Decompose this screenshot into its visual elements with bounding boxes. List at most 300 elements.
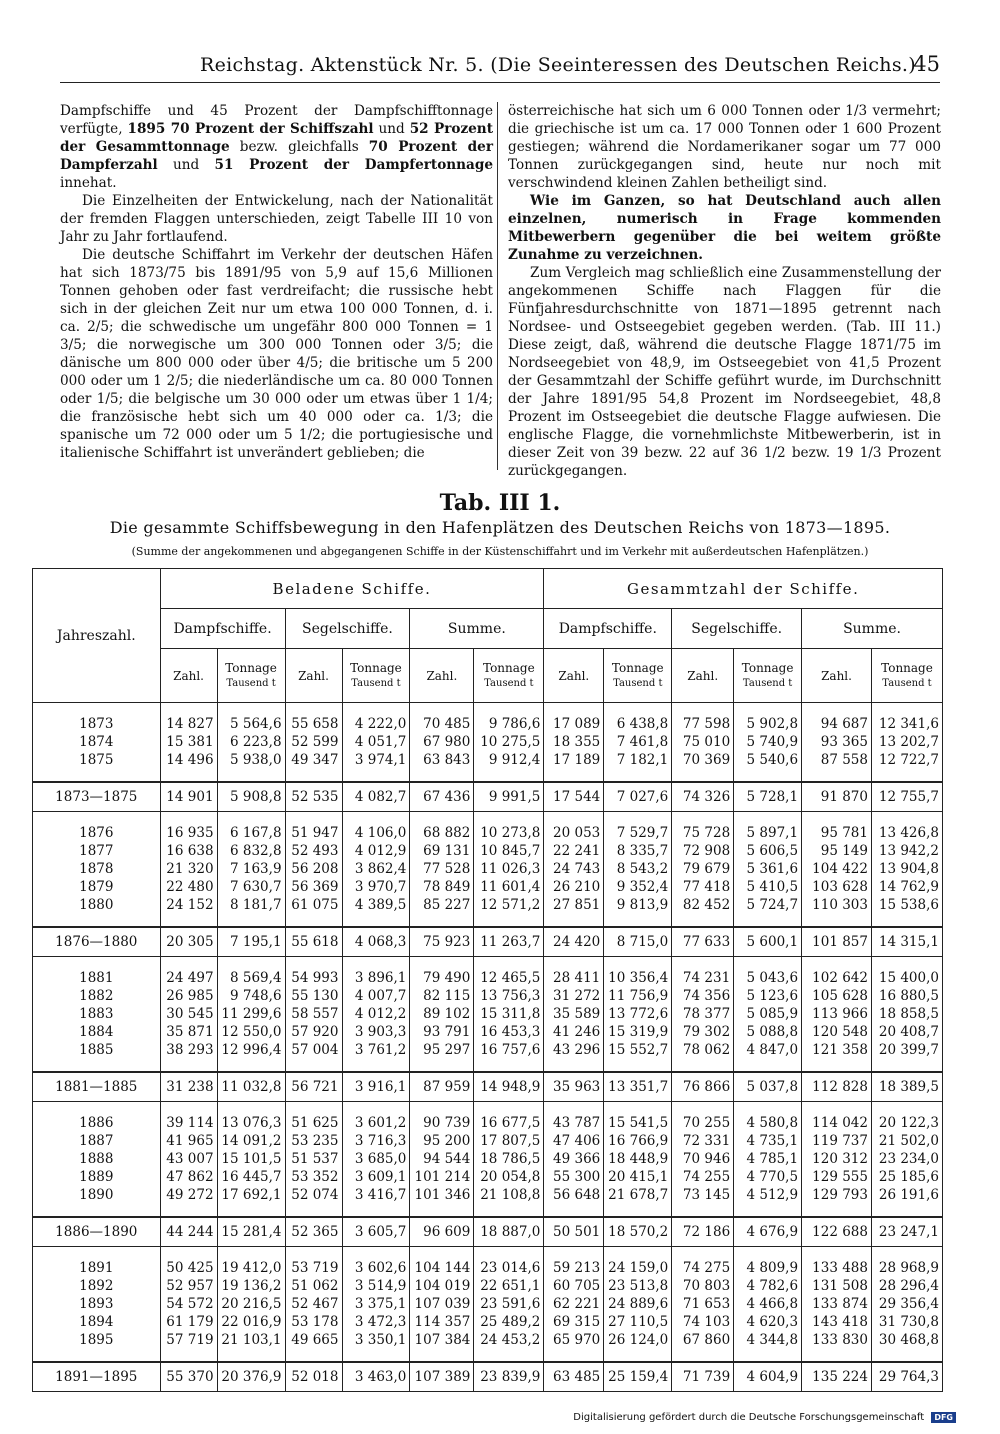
column-header-tonnage: Tonnage Tausend t bbox=[217, 649, 285, 703]
table-row bbox=[33, 969, 943, 987]
value-cell: 53 235 bbox=[285, 1132, 342, 1150]
value-cell: 129 793 bbox=[802, 1186, 872, 1204]
value-cell: 56 648 bbox=[544, 1186, 604, 1204]
value-cell: 74 255 bbox=[672, 1168, 734, 1186]
value-cell: 28 296,4 bbox=[871, 1277, 942, 1295]
value-cell: 23 591,6 bbox=[474, 1295, 544, 1313]
value-cell: 4 785,1 bbox=[734, 1150, 802, 1168]
value-cell: 9 352,4 bbox=[604, 878, 672, 896]
value-cell: 21 103,1 bbox=[217, 1331, 285, 1349]
value-cell: 20 054,8 bbox=[474, 1168, 544, 1186]
value-cell: 12 341,6 bbox=[871, 715, 942, 733]
value-cell: 3 903,3 bbox=[342, 1023, 410, 1041]
value-cell: 95 781 bbox=[802, 824, 872, 842]
value-cell: 5 361,6 bbox=[734, 860, 802, 878]
value-cell: 4 344,8 bbox=[734, 1331, 802, 1349]
table-row bbox=[33, 1114, 943, 1132]
value-cell: 17 692,1 bbox=[217, 1186, 285, 1204]
column-header-count: Zahl. bbox=[410, 649, 474, 703]
value-cell: 114 357 bbox=[410, 1313, 474, 1331]
year-cell: 1887 bbox=[33, 1132, 161, 1150]
value-cell: 20 408,7 bbox=[871, 1023, 942, 1041]
value-cell: 4 512,9 bbox=[734, 1186, 802, 1204]
value-cell: 110 303 bbox=[802, 896, 872, 914]
value-cell: 3 716,3 bbox=[342, 1132, 410, 1150]
value-cell: 18 389,5 bbox=[871, 1072, 942, 1102]
year-cell: 1893 bbox=[33, 1295, 161, 1313]
value-cell: 58 557 bbox=[285, 1005, 342, 1023]
value-cell: 20 376,9 bbox=[217, 1362, 285, 1392]
value-cell: 107 389 bbox=[410, 1362, 474, 1392]
value-cell: 57 719 bbox=[160, 1331, 217, 1349]
value-cell: 3 375,1 bbox=[342, 1295, 410, 1313]
value-cell: 8 569,4 bbox=[217, 969, 285, 987]
right-column bbox=[508, 102, 941, 480]
value-cell: 96 609 bbox=[410, 1217, 474, 1247]
value-cell: 24 159,0 bbox=[604, 1259, 672, 1277]
column-header-count: Zahl. bbox=[285, 649, 342, 703]
value-cell: 57 004 bbox=[285, 1041, 342, 1059]
value-cell: 15 552,7 bbox=[604, 1041, 672, 1059]
value-cell: 9 991,5 bbox=[474, 782, 544, 812]
table-row bbox=[33, 1313, 943, 1331]
value-cell: 24 743 bbox=[544, 860, 604, 878]
value-cell: 13 351,7 bbox=[604, 1072, 672, 1102]
table-row bbox=[33, 1186, 943, 1204]
value-cell: 101 214 bbox=[410, 1168, 474, 1186]
year-cell: 1873 bbox=[33, 715, 161, 733]
year-cell: 1879 bbox=[33, 878, 161, 896]
value-cell: 20 305 bbox=[160, 927, 217, 957]
value-cell: 23 234,0 bbox=[871, 1150, 942, 1168]
value-cell: 49 665 bbox=[285, 1331, 342, 1349]
value-cell: 18 355 bbox=[544, 733, 604, 751]
column-header-tonnage: Tonnage Tausend t bbox=[604, 649, 672, 703]
running-title: Reichstag. Aktenstück Nr. 5. (Die Seeinteressen des Deutschen Reichs.) bbox=[200, 54, 916, 76]
value-cell: 133 874 bbox=[802, 1295, 872, 1313]
value-cell: 19 136,2 bbox=[217, 1277, 285, 1295]
value-cell: 43 007 bbox=[160, 1150, 217, 1168]
value-cell: 67 860 bbox=[672, 1331, 734, 1349]
value-cell: 95 297 bbox=[410, 1041, 474, 1059]
value-cell: 41 246 bbox=[544, 1023, 604, 1041]
value-cell: 13 904,8 bbox=[871, 860, 942, 878]
value-cell: 91 870 bbox=[802, 782, 872, 812]
table-row bbox=[33, 1132, 943, 1150]
value-cell: 3 601,2 bbox=[342, 1114, 410, 1132]
value-cell: 20 122,3 bbox=[871, 1114, 942, 1132]
table-row bbox=[33, 860, 943, 878]
value-cell: 52 467 bbox=[285, 1295, 342, 1313]
table-title: Die gesammte Schiffsbewegung in den Hafenplätzen des Deutschen Reichs von 1873—1895. bbox=[109, 518, 891, 537]
value-cell: 12 755,7 bbox=[871, 782, 942, 812]
value-cell: 53 178 bbox=[285, 1313, 342, 1331]
value-cell: 94 687 bbox=[802, 715, 872, 733]
value-cell: 55 300 bbox=[544, 1168, 604, 1186]
value-cell: 133 830 bbox=[802, 1331, 872, 1349]
value-cell: 20 216,5 bbox=[217, 1295, 285, 1313]
value-cell: 6 223,8 bbox=[217, 733, 285, 751]
value-cell: 107 384 bbox=[410, 1331, 474, 1349]
value-cell: 24 420 bbox=[544, 927, 604, 957]
value-cell: 65 970 bbox=[544, 1331, 604, 1349]
year-cell: 1894 bbox=[33, 1313, 161, 1331]
table-label: Tab. III 1. bbox=[439, 490, 561, 516]
value-cell: 79 679 bbox=[672, 860, 734, 878]
table-row bbox=[33, 824, 943, 842]
year-header: Jahreszahl. bbox=[33, 569, 161, 703]
value-cell: 21 502,0 bbox=[871, 1132, 942, 1150]
value-cell: 4 068,3 bbox=[342, 927, 410, 957]
value-cell: 72 186 bbox=[672, 1217, 734, 1247]
value-cell: 72 331 bbox=[672, 1132, 734, 1150]
summary-row bbox=[33, 927, 943, 957]
value-cell: 51 947 bbox=[285, 824, 342, 842]
column-header-count: Zahl. bbox=[160, 649, 217, 703]
value-cell: 71 653 bbox=[672, 1295, 734, 1313]
value-cell: 104 019 bbox=[410, 1277, 474, 1295]
value-cell: 50 425 bbox=[160, 1259, 217, 1277]
value-cell: 11 263,7 bbox=[474, 927, 544, 957]
value-cell: 15 538,6 bbox=[871, 896, 942, 914]
table-row bbox=[33, 1150, 943, 1168]
value-cell: 74 231 bbox=[672, 969, 734, 987]
value-cell: 9 912,4 bbox=[474, 751, 544, 769]
value-cell: 8 335,7 bbox=[604, 842, 672, 860]
value-cell: 5 938,0 bbox=[217, 751, 285, 769]
value-cell: 5 123,6 bbox=[734, 987, 802, 1005]
value-cell: 70 369 bbox=[672, 751, 734, 769]
value-cell: 43 296 bbox=[544, 1041, 604, 1059]
value-cell: 105 628 bbox=[802, 987, 872, 1005]
paragraph: Die deutsche Schiffahrt im Verkehr der deutschen Häfen hat sich 1873/75 bis 1891/95 von 5,9 auf 15,6 Millionen Tonnen gehoben oder fast verdreifacht; die russische hebt sich in der gleichen Zeit nur um etwa 100 000 Tonnen, d. i. ca. 2/5; die schwedische um ungefähr 800 000 Tonnen = 1 3/5; die norwegische um 300 000 Tonnen oder 3/5; die dänische um 800 000 oder über 4/5; die britische um 5 200 000 oder um 1 2/5; die niederländische um ca. 80 000 Tonnen oder 1/5; die belgische um 30 000 oder um etwas über 1 1/4; die französische hebt sich um 40 000 oder ca. 1/3; die spanische um 72 000 oder um 5 1/2; die portugiesische und italienische Schiffahrt ist unverändert geblieben; die bbox=[60, 247, 493, 461]
value-cell: 16 677,5 bbox=[474, 1114, 544, 1132]
value-cell: 22 241 bbox=[544, 842, 604, 860]
dfg-logo: DFG bbox=[931, 1412, 956, 1423]
table-row bbox=[33, 878, 943, 896]
value-cell: 4 012,9 bbox=[342, 842, 410, 860]
period-cell: 1876—1880 bbox=[33, 927, 161, 957]
value-cell: 25 159,4 bbox=[604, 1362, 672, 1392]
value-cell: 63 485 bbox=[544, 1362, 604, 1392]
value-cell: 24 453,2 bbox=[474, 1331, 544, 1349]
value-cell: 4 466,8 bbox=[734, 1295, 802, 1313]
table-row bbox=[33, 1041, 943, 1059]
value-cell: 52 018 bbox=[285, 1362, 342, 1392]
value-cell: 74 103 bbox=[672, 1313, 734, 1331]
value-cell: 11 299,6 bbox=[217, 1005, 285, 1023]
value-cell: 135 224 bbox=[802, 1362, 872, 1392]
value-cell: 14 091,2 bbox=[217, 1132, 285, 1150]
value-cell: 3 602,6 bbox=[342, 1259, 410, 1277]
value-cell: 30 545 bbox=[160, 1005, 217, 1023]
value-cell: 69 315 bbox=[544, 1313, 604, 1331]
value-cell: 73 145 bbox=[672, 1186, 734, 1204]
value-cell: 3 970,7 bbox=[342, 878, 410, 896]
table-row bbox=[33, 1295, 943, 1313]
value-cell: 5 564,6 bbox=[217, 715, 285, 733]
value-cell: 101 857 bbox=[802, 927, 872, 957]
value-cell: 79 490 bbox=[410, 969, 474, 987]
value-cell: 43 787 bbox=[544, 1114, 604, 1132]
table-note: (Summe der angekommenen und abgegangenen Schiffe in der Küstenschiffahrt und im Verkehr mit außerdeutschen Hafenplätzen.) bbox=[131, 545, 869, 558]
summary-row bbox=[33, 1362, 943, 1392]
value-cell: 15 281,4 bbox=[217, 1217, 285, 1247]
value-cell: 70 255 bbox=[672, 1114, 734, 1132]
value-cell: 21 108,8 bbox=[474, 1186, 544, 1204]
footer-credit: Digitalisierung gefördert durch die Deutsche Forschungsgemeinschaft DFG bbox=[573, 1412, 956, 1423]
year-cell: 1880 bbox=[33, 896, 161, 914]
subheader-sailships: Segelschiffe. bbox=[285, 609, 410, 649]
value-cell: 23 513,8 bbox=[604, 1277, 672, 1295]
subheader-sum: Summe. bbox=[410, 609, 544, 649]
value-cell: 7 529,7 bbox=[604, 824, 672, 842]
value-cell: 13 942,2 bbox=[871, 842, 942, 860]
value-cell: 9 748,6 bbox=[217, 987, 285, 1005]
value-cell: 54 572 bbox=[160, 1295, 217, 1313]
value-cell: 15 319,9 bbox=[604, 1023, 672, 1041]
value-cell: 23 014,6 bbox=[474, 1259, 544, 1277]
value-cell: 7 461,8 bbox=[604, 733, 672, 751]
value-cell: 14 496 bbox=[160, 751, 217, 769]
year-cell: 1890 bbox=[33, 1186, 161, 1204]
value-cell: 90 739 bbox=[410, 1114, 474, 1132]
value-cell: 15 541,5 bbox=[604, 1114, 672, 1132]
value-cell: 60 705 bbox=[544, 1277, 604, 1295]
value-cell: 24 889,6 bbox=[604, 1295, 672, 1313]
value-cell: 55 618 bbox=[285, 927, 342, 957]
value-cell: 18 570,2 bbox=[604, 1217, 672, 1247]
value-cell: 5 085,9 bbox=[734, 1005, 802, 1023]
value-cell: 4 770,5 bbox=[734, 1168, 802, 1186]
value-cell: 38 293 bbox=[160, 1041, 217, 1059]
value-cell: 52 599 bbox=[285, 733, 342, 751]
value-cell: 27 110,5 bbox=[604, 1313, 672, 1331]
table-row bbox=[33, 987, 943, 1005]
value-cell: 26 210 bbox=[544, 878, 604, 896]
table-row bbox=[33, 1259, 943, 1277]
year-cell: 1886 bbox=[33, 1114, 161, 1132]
value-cell: 12 996,4 bbox=[217, 1041, 285, 1059]
value-cell: 13 076,3 bbox=[217, 1114, 285, 1132]
value-cell: 30 468,8 bbox=[871, 1331, 942, 1349]
value-cell: 7 630,7 bbox=[217, 878, 285, 896]
value-cell: 5 540,6 bbox=[734, 751, 802, 769]
value-cell: 13 426,8 bbox=[871, 824, 942, 842]
value-cell: 53 352 bbox=[285, 1168, 342, 1186]
value-cell: 39 114 bbox=[160, 1114, 217, 1132]
value-cell: 52 074 bbox=[285, 1186, 342, 1204]
value-cell: 5 728,1 bbox=[734, 782, 802, 812]
value-cell: 6 167,8 bbox=[217, 824, 285, 842]
value-cell: 14 948,9 bbox=[474, 1072, 544, 1102]
value-cell: 51 062 bbox=[285, 1277, 342, 1295]
value-cell: 31 730,8 bbox=[871, 1313, 942, 1331]
value-cell: 22 016,9 bbox=[217, 1313, 285, 1331]
value-cell: 31 238 bbox=[160, 1072, 217, 1102]
value-cell: 29 356,4 bbox=[871, 1295, 942, 1313]
value-cell: 23 839,9 bbox=[474, 1362, 544, 1392]
value-cell: 3 472,3 bbox=[342, 1313, 410, 1331]
value-cell: 3 463,0 bbox=[342, 1362, 410, 1392]
year-cell: 1884 bbox=[33, 1023, 161, 1041]
value-cell: 94 544 bbox=[410, 1150, 474, 1168]
value-cell: 131 508 bbox=[802, 1277, 872, 1295]
value-cell: 47 862 bbox=[160, 1168, 217, 1186]
value-cell: 3 605,7 bbox=[342, 1217, 410, 1247]
value-cell: 22 651,1 bbox=[474, 1277, 544, 1295]
value-cell: 19 412,0 bbox=[217, 1259, 285, 1277]
value-cell: 67 436 bbox=[410, 782, 474, 812]
value-cell: 8 543,2 bbox=[604, 860, 672, 878]
value-cell: 75 728 bbox=[672, 824, 734, 842]
value-cell: 5 606,5 bbox=[734, 842, 802, 860]
value-cell: 4 620,3 bbox=[734, 1313, 802, 1331]
value-cell: 78 377 bbox=[672, 1005, 734, 1023]
value-cell: 70 485 bbox=[410, 715, 474, 733]
year-cell: 1875 bbox=[33, 751, 161, 769]
value-cell: 104 422 bbox=[802, 860, 872, 878]
value-cell: 72 908 bbox=[672, 842, 734, 860]
table-row bbox=[33, 751, 943, 769]
value-cell: 7 195,1 bbox=[217, 927, 285, 957]
value-cell: 87 959 bbox=[410, 1072, 474, 1102]
value-cell: 11 756,9 bbox=[604, 987, 672, 1005]
value-cell: 17 189 bbox=[544, 751, 604, 769]
value-cell: 20 399,7 bbox=[871, 1041, 942, 1059]
paragraph: Zum Vergleich mag schließlich eine Zusammenstellung der angekommenen Schiffe nach Flaggen für die Fünfjahresdurchschnitte von 1871—1895 getrennt nach Nordsee- und Ostseegebiet gegeben werden. (Tab. III 11.) Diese zeigt, daß, während die deutsche Flagge 1871/75 im Nordseegebiet von 48,9, im Ostseegebiet von 41,5 Prozent der Gesammtzahl der Schiffe geführt wurde, im Durchschnitt der Jahre 1891/95 54,8 Prozent im Nordseegebiet, 48,8 Prozent im Ostseegebiet die deutsche Flagge aufwiesen. Die englische Flagge, die vornehmlichste Mitbewerberin, ist in dieser Zeit von 39 bezw. 22 auf 36 1/2 bezw. 19 1/3 Prozent zurückgegangen. bbox=[508, 265, 941, 479]
column-header-count: Zahl. bbox=[544, 649, 604, 703]
value-cell: 3 514,9 bbox=[342, 1277, 410, 1295]
value-cell: 15 101,5 bbox=[217, 1150, 285, 1168]
value-cell: 119 737 bbox=[802, 1132, 872, 1150]
value-cell: 68 882 bbox=[410, 824, 474, 842]
value-cell: 44 244 bbox=[160, 1217, 217, 1247]
value-cell: 5 908,8 bbox=[217, 782, 285, 812]
value-cell: 16 638 bbox=[160, 842, 217, 860]
subheader-steamships: Dampfschiffe. bbox=[160, 609, 285, 649]
value-cell: 77 528 bbox=[410, 860, 474, 878]
value-cell: 23 247,1 bbox=[871, 1217, 942, 1247]
value-cell: 49 272 bbox=[160, 1186, 217, 1204]
value-cell: 77 598 bbox=[672, 715, 734, 733]
value-cell: 8 181,7 bbox=[217, 896, 285, 914]
value-cell: 87 558 bbox=[802, 751, 872, 769]
value-cell: 21 678,7 bbox=[604, 1186, 672, 1204]
value-cell: 104 144 bbox=[410, 1259, 474, 1277]
value-cell: 18 858,5 bbox=[871, 1005, 942, 1023]
value-cell: 9 813,9 bbox=[604, 896, 672, 914]
value-cell: 95 200 bbox=[410, 1132, 474, 1150]
value-cell: 28 968,9 bbox=[871, 1259, 942, 1277]
value-cell: 5 724,7 bbox=[734, 896, 802, 914]
value-cell: 15 400,0 bbox=[871, 969, 942, 987]
value-cell: 56 369 bbox=[285, 878, 342, 896]
value-cell: 5 043,6 bbox=[734, 969, 802, 987]
value-cell: 25 185,6 bbox=[871, 1168, 942, 1186]
value-cell: 16 757,6 bbox=[474, 1041, 544, 1059]
data-table bbox=[32, 568, 943, 1392]
value-cell: 77 418 bbox=[672, 878, 734, 896]
value-cell: 10 845,7 bbox=[474, 842, 544, 860]
year-cell: 1885 bbox=[33, 1041, 161, 1059]
value-cell: 75 010 bbox=[672, 733, 734, 751]
summary-row bbox=[33, 1217, 943, 1247]
value-cell: 4 809,9 bbox=[734, 1259, 802, 1277]
value-cell: 17 544 bbox=[544, 782, 604, 812]
value-cell: 3 609,1 bbox=[342, 1168, 410, 1186]
value-cell: 49 366 bbox=[544, 1150, 604, 1168]
value-cell: 20 053 bbox=[544, 824, 604, 842]
value-cell: 35 589 bbox=[544, 1005, 604, 1023]
value-cell: 129 555 bbox=[802, 1168, 872, 1186]
value-cell: 59 213 bbox=[544, 1259, 604, 1277]
value-cell: 14 315,1 bbox=[871, 927, 942, 957]
subheader-steamships: Dampfschiffe. bbox=[544, 609, 672, 649]
value-cell: 76 866 bbox=[672, 1072, 734, 1102]
period-cell: 1886—1890 bbox=[33, 1217, 161, 1247]
value-cell: 112 828 bbox=[802, 1072, 872, 1102]
value-cell: 3 416,7 bbox=[342, 1186, 410, 1204]
value-cell: 61 179 bbox=[160, 1313, 217, 1331]
value-cell: 4 222,0 bbox=[342, 715, 410, 733]
value-cell: 85 227 bbox=[410, 896, 474, 914]
value-cell: 78 062 bbox=[672, 1041, 734, 1059]
value-cell: 21 320 bbox=[160, 860, 217, 878]
period-cell: 1873—1875 bbox=[33, 782, 161, 812]
value-cell: 16 766,9 bbox=[604, 1132, 672, 1150]
year-cell: 1877 bbox=[33, 842, 161, 860]
value-cell: 13 202,7 bbox=[871, 733, 942, 751]
summary-row bbox=[33, 1072, 943, 1102]
year-cell: 1883 bbox=[33, 1005, 161, 1023]
value-cell: 16 453,3 bbox=[474, 1023, 544, 1041]
value-cell: 120 312 bbox=[802, 1150, 872, 1168]
value-cell: 6 832,8 bbox=[217, 842, 285, 860]
value-cell: 4 735,1 bbox=[734, 1132, 802, 1150]
table-row bbox=[33, 1331, 943, 1349]
value-cell: 22 480 bbox=[160, 878, 217, 896]
year-cell: 1895 bbox=[33, 1331, 161, 1349]
value-cell: 53 719 bbox=[285, 1259, 342, 1277]
value-cell: 35 871 bbox=[160, 1023, 217, 1041]
value-cell: 12 465,5 bbox=[474, 969, 544, 987]
table-row bbox=[33, 842, 943, 860]
value-cell: 7 182,1 bbox=[604, 751, 672, 769]
value-cell: 3 896,1 bbox=[342, 969, 410, 987]
subheader-sum: Summe. bbox=[802, 609, 943, 649]
value-cell: 52 535 bbox=[285, 782, 342, 812]
value-cell: 121 358 bbox=[802, 1041, 872, 1059]
value-cell: 4 012,2 bbox=[342, 1005, 410, 1023]
value-cell: 26 124,0 bbox=[604, 1331, 672, 1349]
summary-row bbox=[33, 782, 943, 812]
table-row bbox=[33, 1023, 943, 1041]
table-row bbox=[33, 733, 943, 751]
value-cell: 5 600,1 bbox=[734, 927, 802, 957]
page-number: 45 bbox=[913, 52, 940, 76]
value-cell: 6 438,8 bbox=[604, 715, 672, 733]
value-cell: 31 272 bbox=[544, 987, 604, 1005]
value-cell: 25 489,2 bbox=[474, 1313, 544, 1331]
value-cell: 75 923 bbox=[410, 927, 474, 957]
value-cell: 24 497 bbox=[160, 969, 217, 987]
value-cell: 26 191,6 bbox=[871, 1186, 942, 1204]
value-cell: 69 131 bbox=[410, 842, 474, 860]
value-cell: 5 740,9 bbox=[734, 733, 802, 751]
period-cell: 1881—1885 bbox=[33, 1072, 161, 1102]
paragraph: österreichische hat sich um 6 000 Tonnen oder 1/3 vermehrt; die griechische ist um ca. 17 000 Tonnen oder 1 600 Prozent gestiegen; während die Nordamerikaner sogar um 77 000 Tonnen zurückgegangen sind, heute nur noch mit verschwindend kleinen Zahlen betheiligt sind. bbox=[508, 103, 941, 191]
